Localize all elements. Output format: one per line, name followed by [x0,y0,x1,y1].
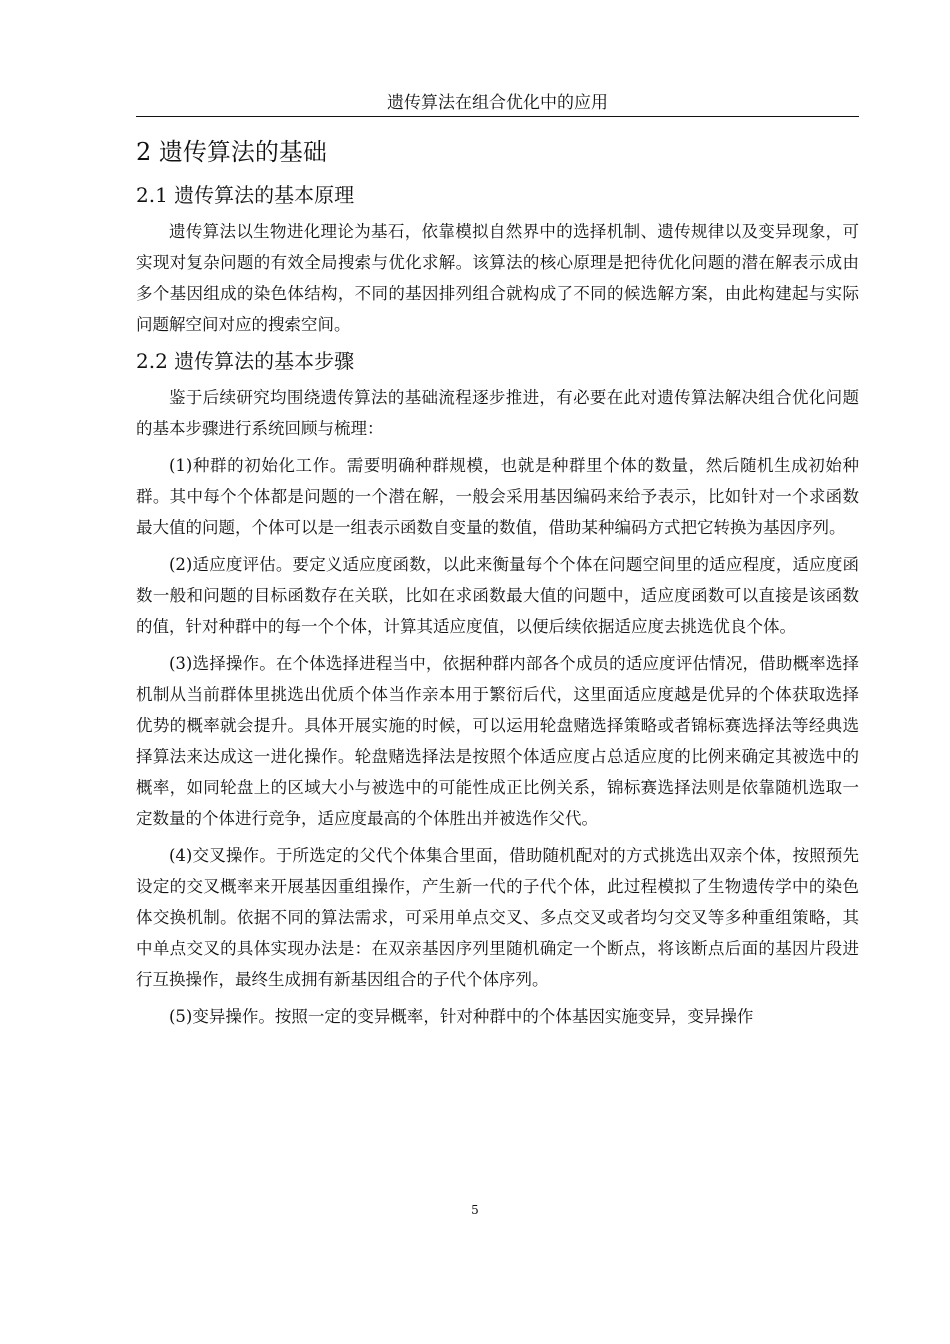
paragraph-step-3: (3)选择操作。在个体选择进程当中，依据种群内部各个成员的适应度评估情况，借助概率选择机制从当前群体里挑选出优质个体当作亲本用于繁衍后代，这里面适应度越是优异的个体获取选择优势的概率就会提升。具体开展实施的时候，可以运用轮盘赌选择策略或者锦标赛选择法等经典选择算法来达成这一进化操作。轮盘赌选择法是按照个体适应度占总适应度的比例来确定其被选中的概率，如同轮盘上的区域大小与被选中的可能性成正比例关系，锦标赛选择法则是依靠随机选取一定数量的个体进行竞争，适应度最高的个体胜出并被选作父代。 [136,654,859,828]
paragraph-step-4: (4)交叉操作。于所选定的父代个体集合里面，借助随机配对的方式挑选出双亲个体，按照预先设定的交叉概率来开展基因重组操作，产生新一代的子代个体，此过程模拟了生物遗传学中的染色体交换机制。依据不同的算法需求，可采用单点交叉、多点交叉或者均匀交叉等多种重组策略，其中单点交叉的具体实现办法是：在双亲基因序列里随机确定一个断点，将该断点后面的基因片段进行互换操作，最终生成拥有新基因组合的子代个体序列。 [136,846,859,989]
paragraph-step-5: (5)变异操作。按照一定的变异概率，针对种群中的个体基因实施变异，变异操作 [169,1007,754,1026]
paragraph-step-1: (1)种群的初始化工作。需要明确种群规模，也就是种群里个体的数量，然后随机生成初始种群。其中每个个体都是问题的一个潜在解，一般会采用基因编码来给予表示，比如针对一个求函数最大值的问题，个体可以是一组表示函数自变量的数值，借助某种编码方式把它转换为基因序列。 [136,456,859,537]
paragraph-intro: 鉴于后续研究均围绕遗传算法的基础流程逐步推进，有必要在此对遗传算法解决组合优化问题的基本步骤进行系统回顾与梳理： [136,388,859,438]
paragraph-step-2: (2)适应度评估。要定义适应度函数，以此来衡量每个个体在问题空间里的适应程度，适应度函数一般和问题的目标函数存在关联，比如在求函数最大值的问题中，适应度函数可以直接是该函数的值，针对种群中的每一个个体，计算其适应度值，以便后续依据适应度去挑选优良个体。 [136,555,859,636]
subsection-heading-2-1: 2.1 遗传算法的基本原理 [136,183,355,207]
section-heading: 2 遗传算法的基础 [136,138,327,166]
subsection-heading-2-2: 2.2 遗传算法的基本步骤 [136,349,355,373]
paragraph-principle: 遗传算法以生物进化理论为基石，依靠模拟自然界中的选择机制、遗传规律以及变异现象，可实现对复杂问题的有效全局搜索与优化求解。该算法的核心原理是把待优化问题的潜在解表示成由多个基因组成的染色体结构，不同的基因排列组合就构成了不同的候选解方案，由此构建起与实际问题解空间对应的搜索空间。 [136,222,859,334]
page-number: 5 [471,1203,479,1217]
page-content [136,136,859,1038]
running-header: 遗传算法在组合优化中的应用 [136,92,859,117]
